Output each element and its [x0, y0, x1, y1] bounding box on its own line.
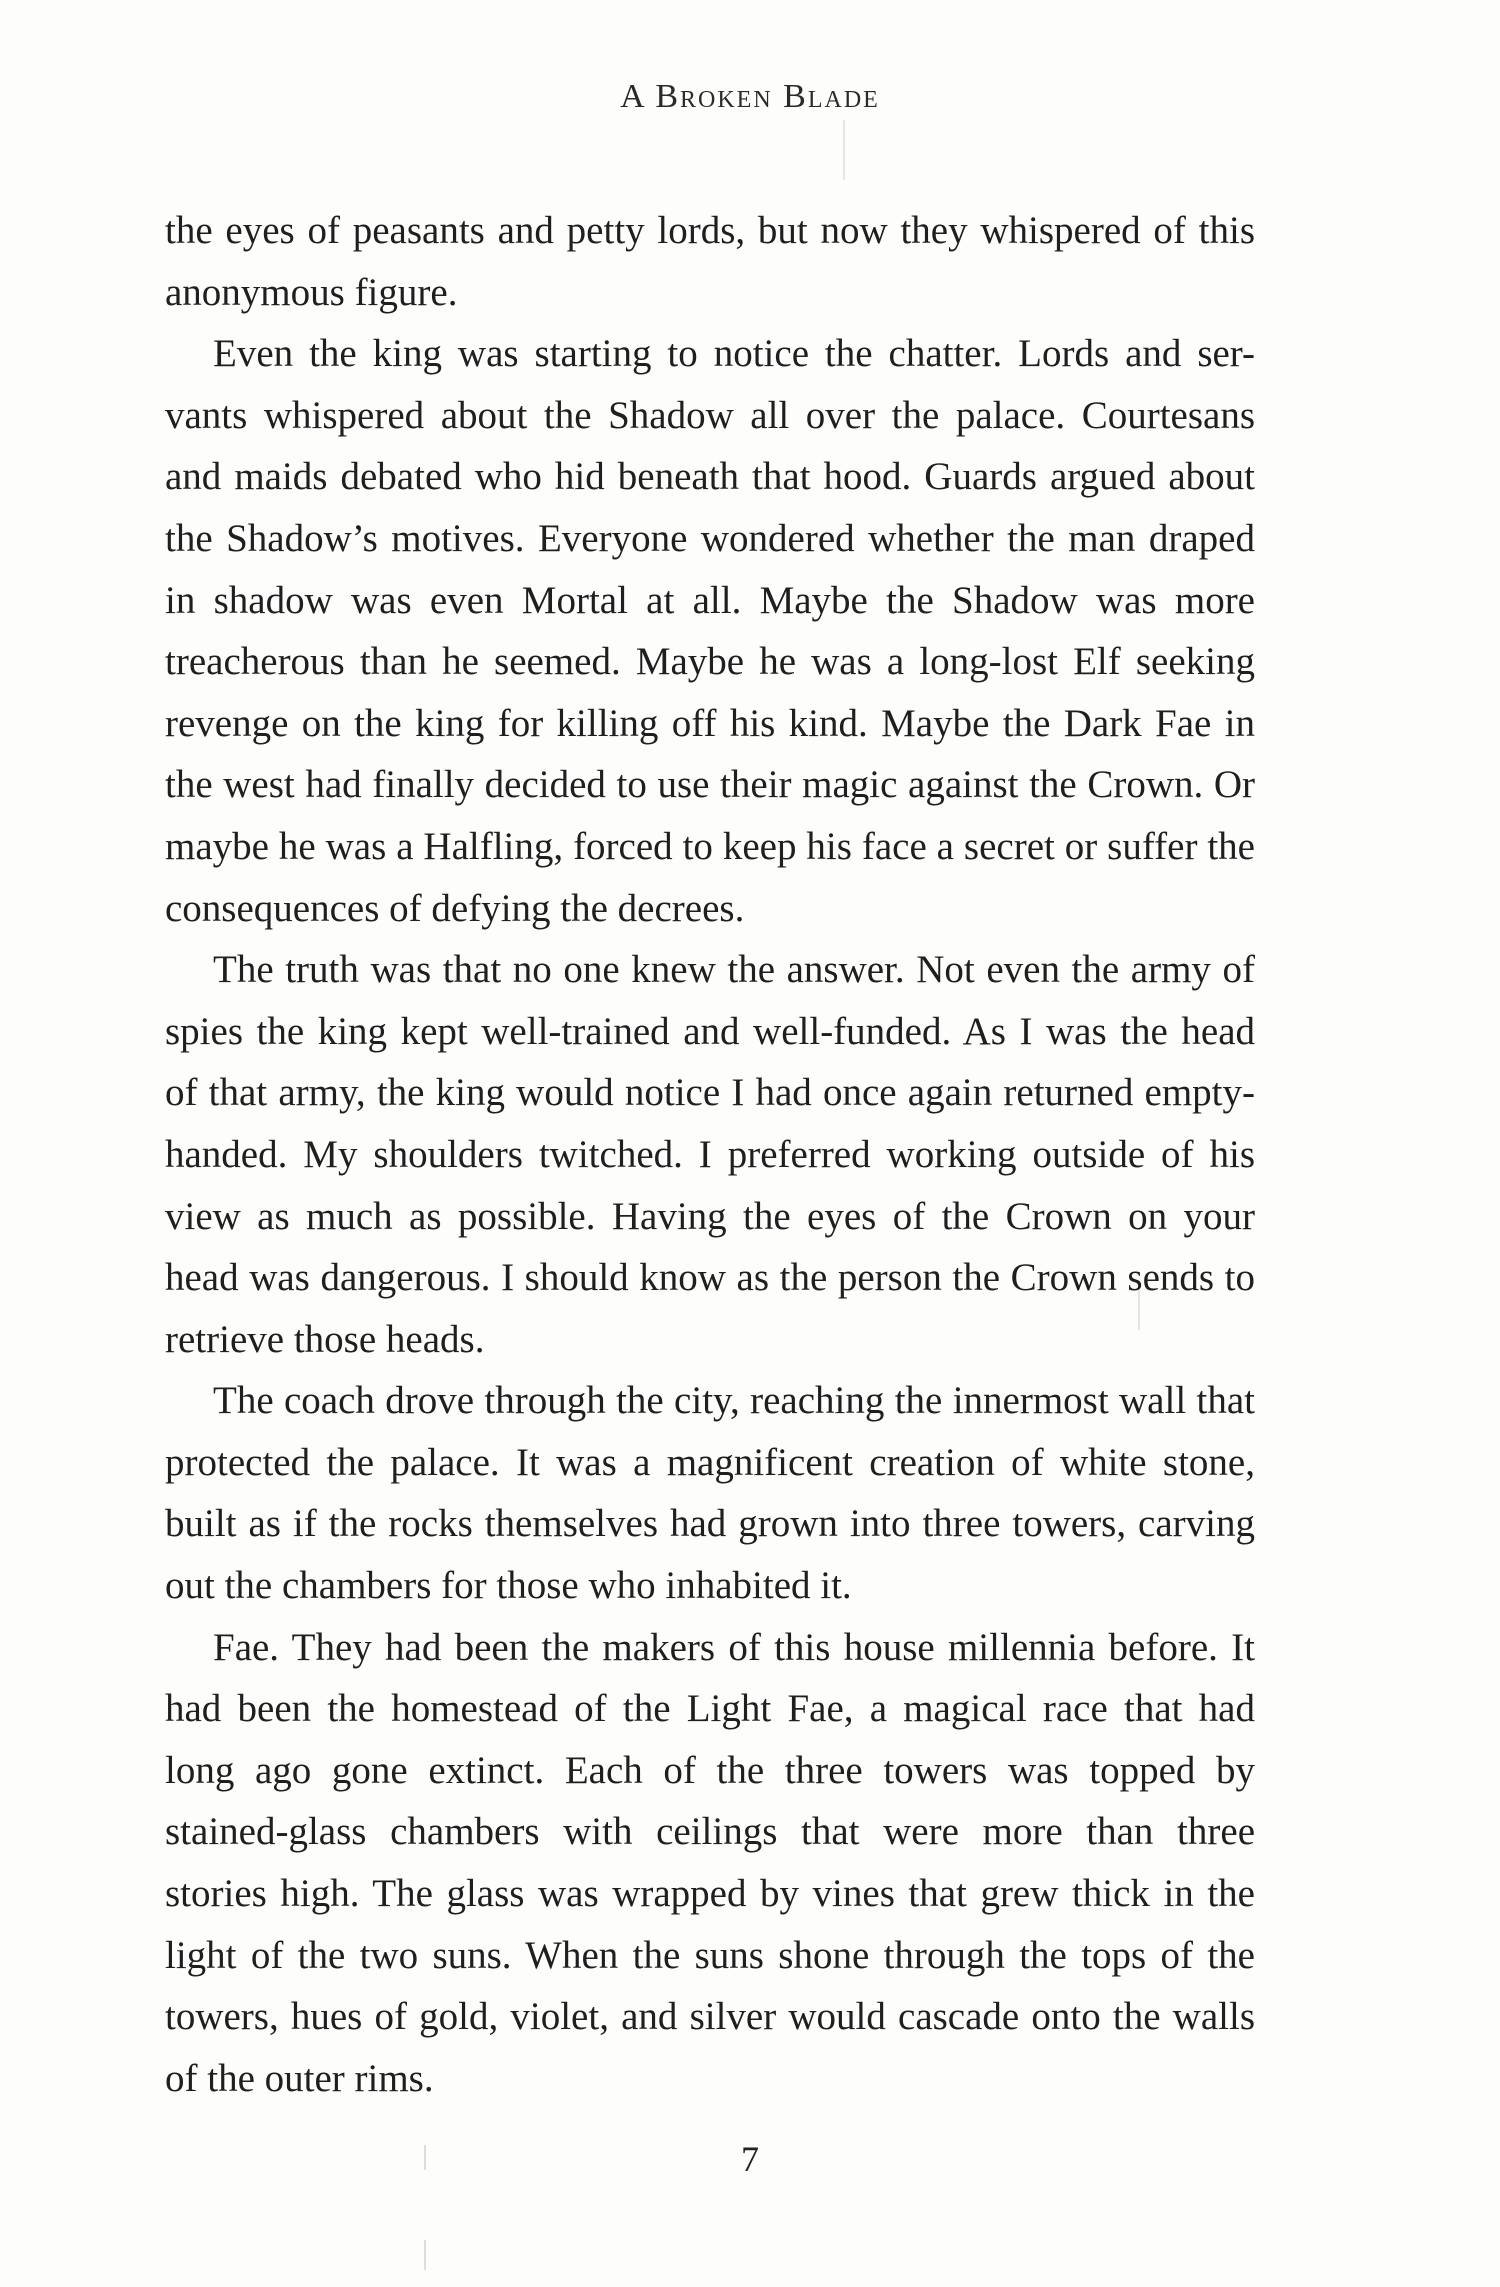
running-head-title: A Broken Blade [620, 78, 880, 115]
paragraph-continuation: the eyes of peasants and petty lords, but now they whispered of this anonymous figure. [165, 209, 1255, 314]
paragraph: The truth was that no one knew the answer. Not even the army of spies the king kept well-trained and well-funded. As I was the head of that army, the king would notice I had once again returned empty-handed. My shoulders twitched. I preferred working outside of his view as much as possible. Having the eyes of the Crown on your head was dangerous. I should know as the person the Crown sends to retrieve those heads. [165, 948, 1255, 1361]
scan-artifact-line [843, 120, 845, 180]
scan-artifact-line [1138, 1290, 1140, 1330]
page-number: 7 [741, 2139, 759, 2179]
body-text [165, 200, 1255, 2109]
paragraph: Fae. They had been the makers of this house millennia before. It had been the homestead of the Light Fae, a magical race that had long ago gone extinct. Each of the three towers was topped by stained-glass chambers with ceilings that were more than three stories high. The glass was wrapped by vines that grew thick in the light of the two suns. When the suns shone through the tops of the towers, hues of gold, violet, and silver would cascade onto the walls of the outer rims. [165, 1625, 1255, 2100]
scan-artifact-line [424, 2240, 426, 2270]
paragraph: Even the king was starting to notice the chatter. Lords and ser-vants whispered about the Shadow all over the palace. Courtesans and maids debated who hid beneath that hood. Guards argued about the Shadow’s motives. Everyone wondered whether the man draped in shadow was even Mortal at all. Maybe the Shadow was more treacherous than he seemed. Maybe he was a long-lost Elf seeking revenge on the king for killing off his kind. Maybe the Dark Fae in the west had finally decided to use their magic against the Crown. Or maybe he was a Halfling, forced to keep his face a secret or suffer the consequences of defying the decrees. [165, 332, 1255, 930]
scan-artifact-line [424, 2145, 426, 2170]
paragraph: The coach drove through the city, reaching the innermost wall that protected the palace. It was a magnificent creation of white stone, built as if the rocks themselves had grown into three towers, carving out the chambers for those who inhabited it. [165, 1379, 1255, 1608]
